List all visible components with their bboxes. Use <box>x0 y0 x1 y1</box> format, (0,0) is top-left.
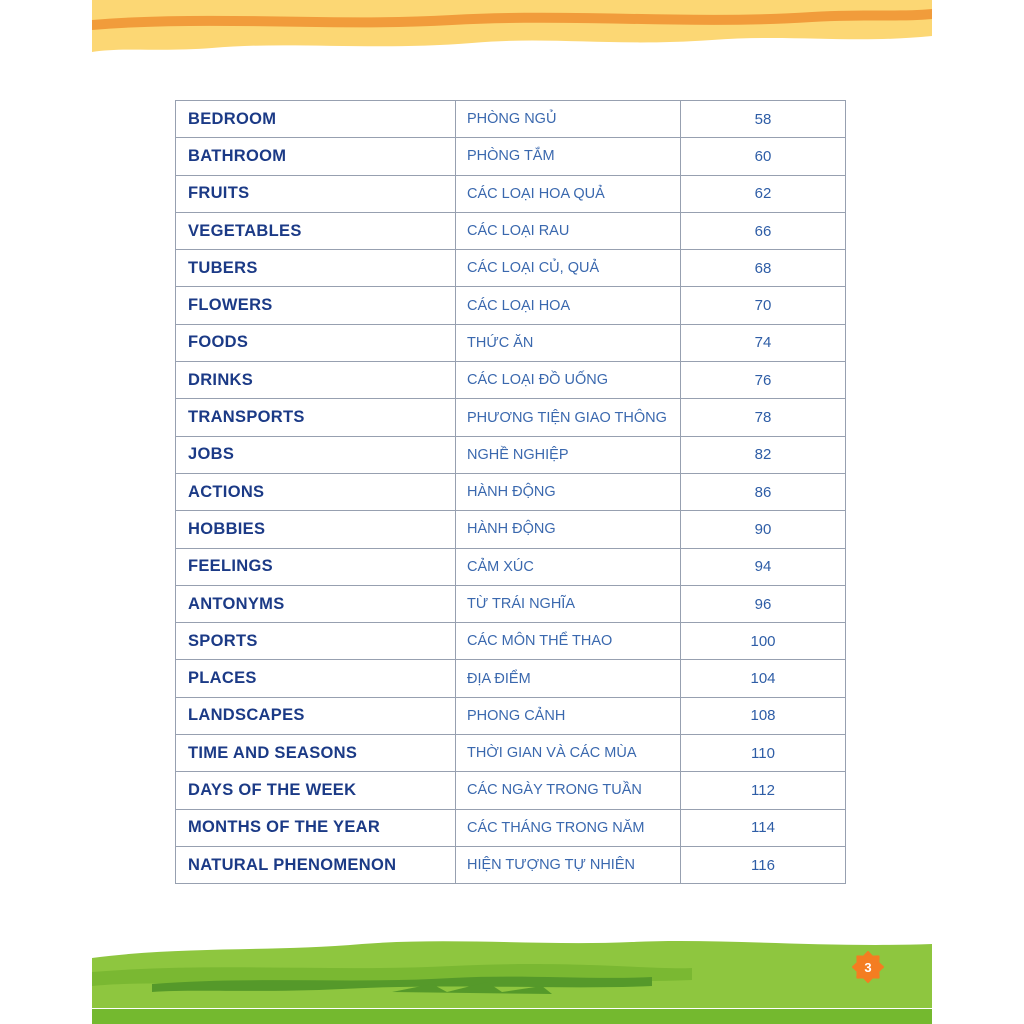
toc-vietnamese-cell: TỪ TRÁI NGHĨA <box>456 585 681 622</box>
toc-page-cell: 68 <box>681 250 846 287</box>
toc-page-cell: 76 <box>681 362 846 399</box>
toc-page-cell: 90 <box>681 511 846 548</box>
table-row <box>176 697 846 734</box>
table-row <box>176 735 846 772</box>
toc-vietnamese-cell: THỨC ĂN <box>456 324 681 361</box>
table-row <box>176 511 846 548</box>
table-row <box>176 287 846 324</box>
toc-english-cell: BEDROOM <box>176 101 456 138</box>
toc-vietnamese-cell: ĐỊA ĐIỂM <box>456 660 681 697</box>
grass-graphic <box>92 932 932 1008</box>
toc-english-cell: VEGETABLES <box>176 212 456 249</box>
toc-english-cell: SPORTS <box>176 623 456 660</box>
toc-english-cell: FOODS <box>176 324 456 361</box>
toc-english-cell: FEELINGS <box>176 548 456 585</box>
table-row <box>176 362 846 399</box>
toc-vietnamese-cell: CÁC LOẠI HOA <box>456 287 681 324</box>
table-row <box>176 324 846 361</box>
page-number-text: 3 <box>864 959 872 975</box>
table-row <box>176 399 846 436</box>
toc-vietnamese-cell: THỜI GIAN VÀ CÁC MÙA <box>456 735 681 772</box>
toc-page-cell: 96 <box>681 585 846 622</box>
toc-page-cell: 116 <box>681 846 846 883</box>
table-row <box>176 660 846 697</box>
toc-vietnamese-cell: PHÒNG TẮM <box>456 138 681 175</box>
toc-english-cell: HOBBIES <box>176 511 456 548</box>
toc-english-cell: FLOWERS <box>176 287 456 324</box>
toc-page-cell: 94 <box>681 548 846 585</box>
toc-vietnamese-cell: CÁC THÁNG TRONG NĂM <box>456 809 681 846</box>
toc-page-cell: 70 <box>681 287 846 324</box>
yellow-wave-graphic <box>92 0 932 62</box>
toc-english-cell: DRINKS <box>176 362 456 399</box>
toc-table-body <box>176 101 846 884</box>
toc-english-cell: TIME AND SEASONS <box>176 735 456 772</box>
toc-page-cell: 60 <box>681 138 846 175</box>
toc-page-cell: 108 <box>681 697 846 734</box>
table-row <box>176 138 846 175</box>
toc-vietnamese-cell: CÁC LOẠI RAU <box>456 212 681 249</box>
toc-english-cell: NATURAL PHENOMENON <box>176 846 456 883</box>
toc-vietnamese-cell: PHƯƠNG TIỆN GIAO THÔNG <box>456 399 681 436</box>
toc-page-cell: 100 <box>681 623 846 660</box>
table-row <box>176 548 846 585</box>
toc-vietnamese-cell: CÁC LOẠI ĐỒ UỐNG <box>456 362 681 399</box>
toc-page-cell: 104 <box>681 660 846 697</box>
page-number-badge <box>852 951 884 983</box>
toc-vietnamese-cell: PHÒNG NGỦ <box>456 101 681 138</box>
toc-english-cell: DAYS OF THE WEEK <box>176 772 456 809</box>
toc-page-cell: 110 <box>681 735 846 772</box>
table-row <box>176 623 846 660</box>
toc-table-container <box>175 100 845 884</box>
top-banner-decoration <box>92 0 932 62</box>
toc-english-cell: MONTHS OF THE YEAR <box>176 809 456 846</box>
toc-vietnamese-cell: CÁC NGÀY TRONG TUẦN <box>456 772 681 809</box>
toc-english-cell: PLACES <box>176 660 456 697</box>
toc-vietnamese-cell: CẢM XÚC <box>456 548 681 585</box>
toc-english-cell: BATHROOM <box>176 138 456 175</box>
bottom-grass-decoration <box>92 932 932 1008</box>
toc-page-cell: 58 <box>681 101 846 138</box>
toc-page-cell: 66 <box>681 212 846 249</box>
table-row <box>176 585 846 622</box>
toc-english-cell: FRUITS <box>176 175 456 212</box>
toc-page-cell: 62 <box>681 175 846 212</box>
table-row <box>176 212 846 249</box>
toc-vietnamese-cell: CÁC LOẠI HOA QUẢ <box>456 175 681 212</box>
toc-english-cell: LANDSCAPES <box>176 697 456 734</box>
table-row <box>176 175 846 212</box>
toc-page-cell: 112 <box>681 772 846 809</box>
toc-page-cell: 82 <box>681 436 846 473</box>
table-row <box>176 101 846 138</box>
table-row <box>176 250 846 287</box>
toc-vietnamese-cell: HÀNH ĐỘNG <box>456 473 681 510</box>
bottom-green-band <box>92 1009 932 1024</box>
toc-vietnamese-cell: PHONG CẢNH <box>456 697 681 734</box>
toc-vietnamese-cell: HIỆN TƯỢNG TỰ NHIÊN <box>456 846 681 883</box>
toc-page-cell: 114 <box>681 809 846 846</box>
toc-vietnamese-cell: CÁC LOẠI CỦ, QUẢ <box>456 250 681 287</box>
toc-vietnamese-cell: NGHỀ NGHIỆP <box>456 436 681 473</box>
toc-page-cell: 78 <box>681 399 846 436</box>
table-row <box>176 772 846 809</box>
table-row <box>176 436 846 473</box>
table-row <box>176 473 846 510</box>
toc-english-cell: TRANSPORTS <box>176 399 456 436</box>
table-row <box>176 846 846 883</box>
toc-vietnamese-cell: CÁC MÔN THỂ THAO <box>456 623 681 660</box>
toc-english-cell: ANTONYMS <box>176 585 456 622</box>
toc-english-cell: JOBS <box>176 436 456 473</box>
toc-page-cell: 86 <box>681 473 846 510</box>
table-row <box>176 809 846 846</box>
toc-page-cell: 74 <box>681 324 846 361</box>
toc-table <box>175 100 846 884</box>
toc-vietnamese-cell: HÀNH ĐỘNG <box>456 511 681 548</box>
toc-english-cell: ACTIONS <box>176 473 456 510</box>
toc-english-cell: TUBERS <box>176 250 456 287</box>
